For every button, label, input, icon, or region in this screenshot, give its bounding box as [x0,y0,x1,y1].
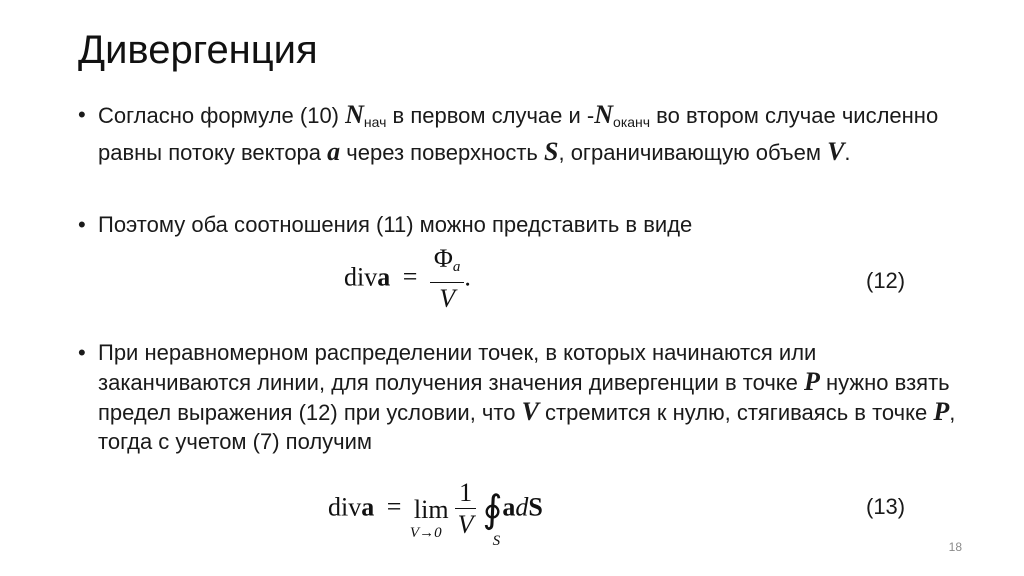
bullet-marker: • [78,340,86,365]
bullet-text-1: Согласно формуле (10) $N_{нач}$ в первом случае и $-N_{оканч}$ во втором случае численно равны потоку вектора a через поверхность S, ограничивающую объем V. [98,100,939,166]
formula-13: diva = lim V→0 $\frac{1}{V}$ ∮ S adS [328,478,543,549]
bullet-text-2: Поэтому оба соотношения (11) можно представить в виде [98,212,693,237]
slide-title: Дивергенция [78,28,318,72]
bullet-marker: • [78,102,86,127]
bullet-marker: • [78,212,86,237]
equation-number-13: (13) [866,494,906,519]
page-number: 18 [948,540,962,554]
bullet-item-3 [78,338,958,456]
fraction: $\frac{\Phi_a}{V}$ [430,244,465,315]
limit-operator: lim V→0 [409,494,449,541]
equation-number-12: (12) [866,268,906,293]
bullet-item-1 [78,100,958,167]
bullet-item-2 [78,210,958,239]
fraction: $\frac{1}{V}$ [455,478,476,541]
bullet-text-3: При неравномерном распределении точек, в которых начинаются или заканчиваются линии, для получения значения дивергенции в точке P нужно взять предел выражения (12) при условии, что V стремится к нулю, стягиваясь в точке P, тогда с учетом (7) получим [98,340,956,454]
contour-integral: ∮ S [482,489,503,549]
formula-12: diva = $\frac{\Phi_a}{V}$ . [344,244,471,313]
